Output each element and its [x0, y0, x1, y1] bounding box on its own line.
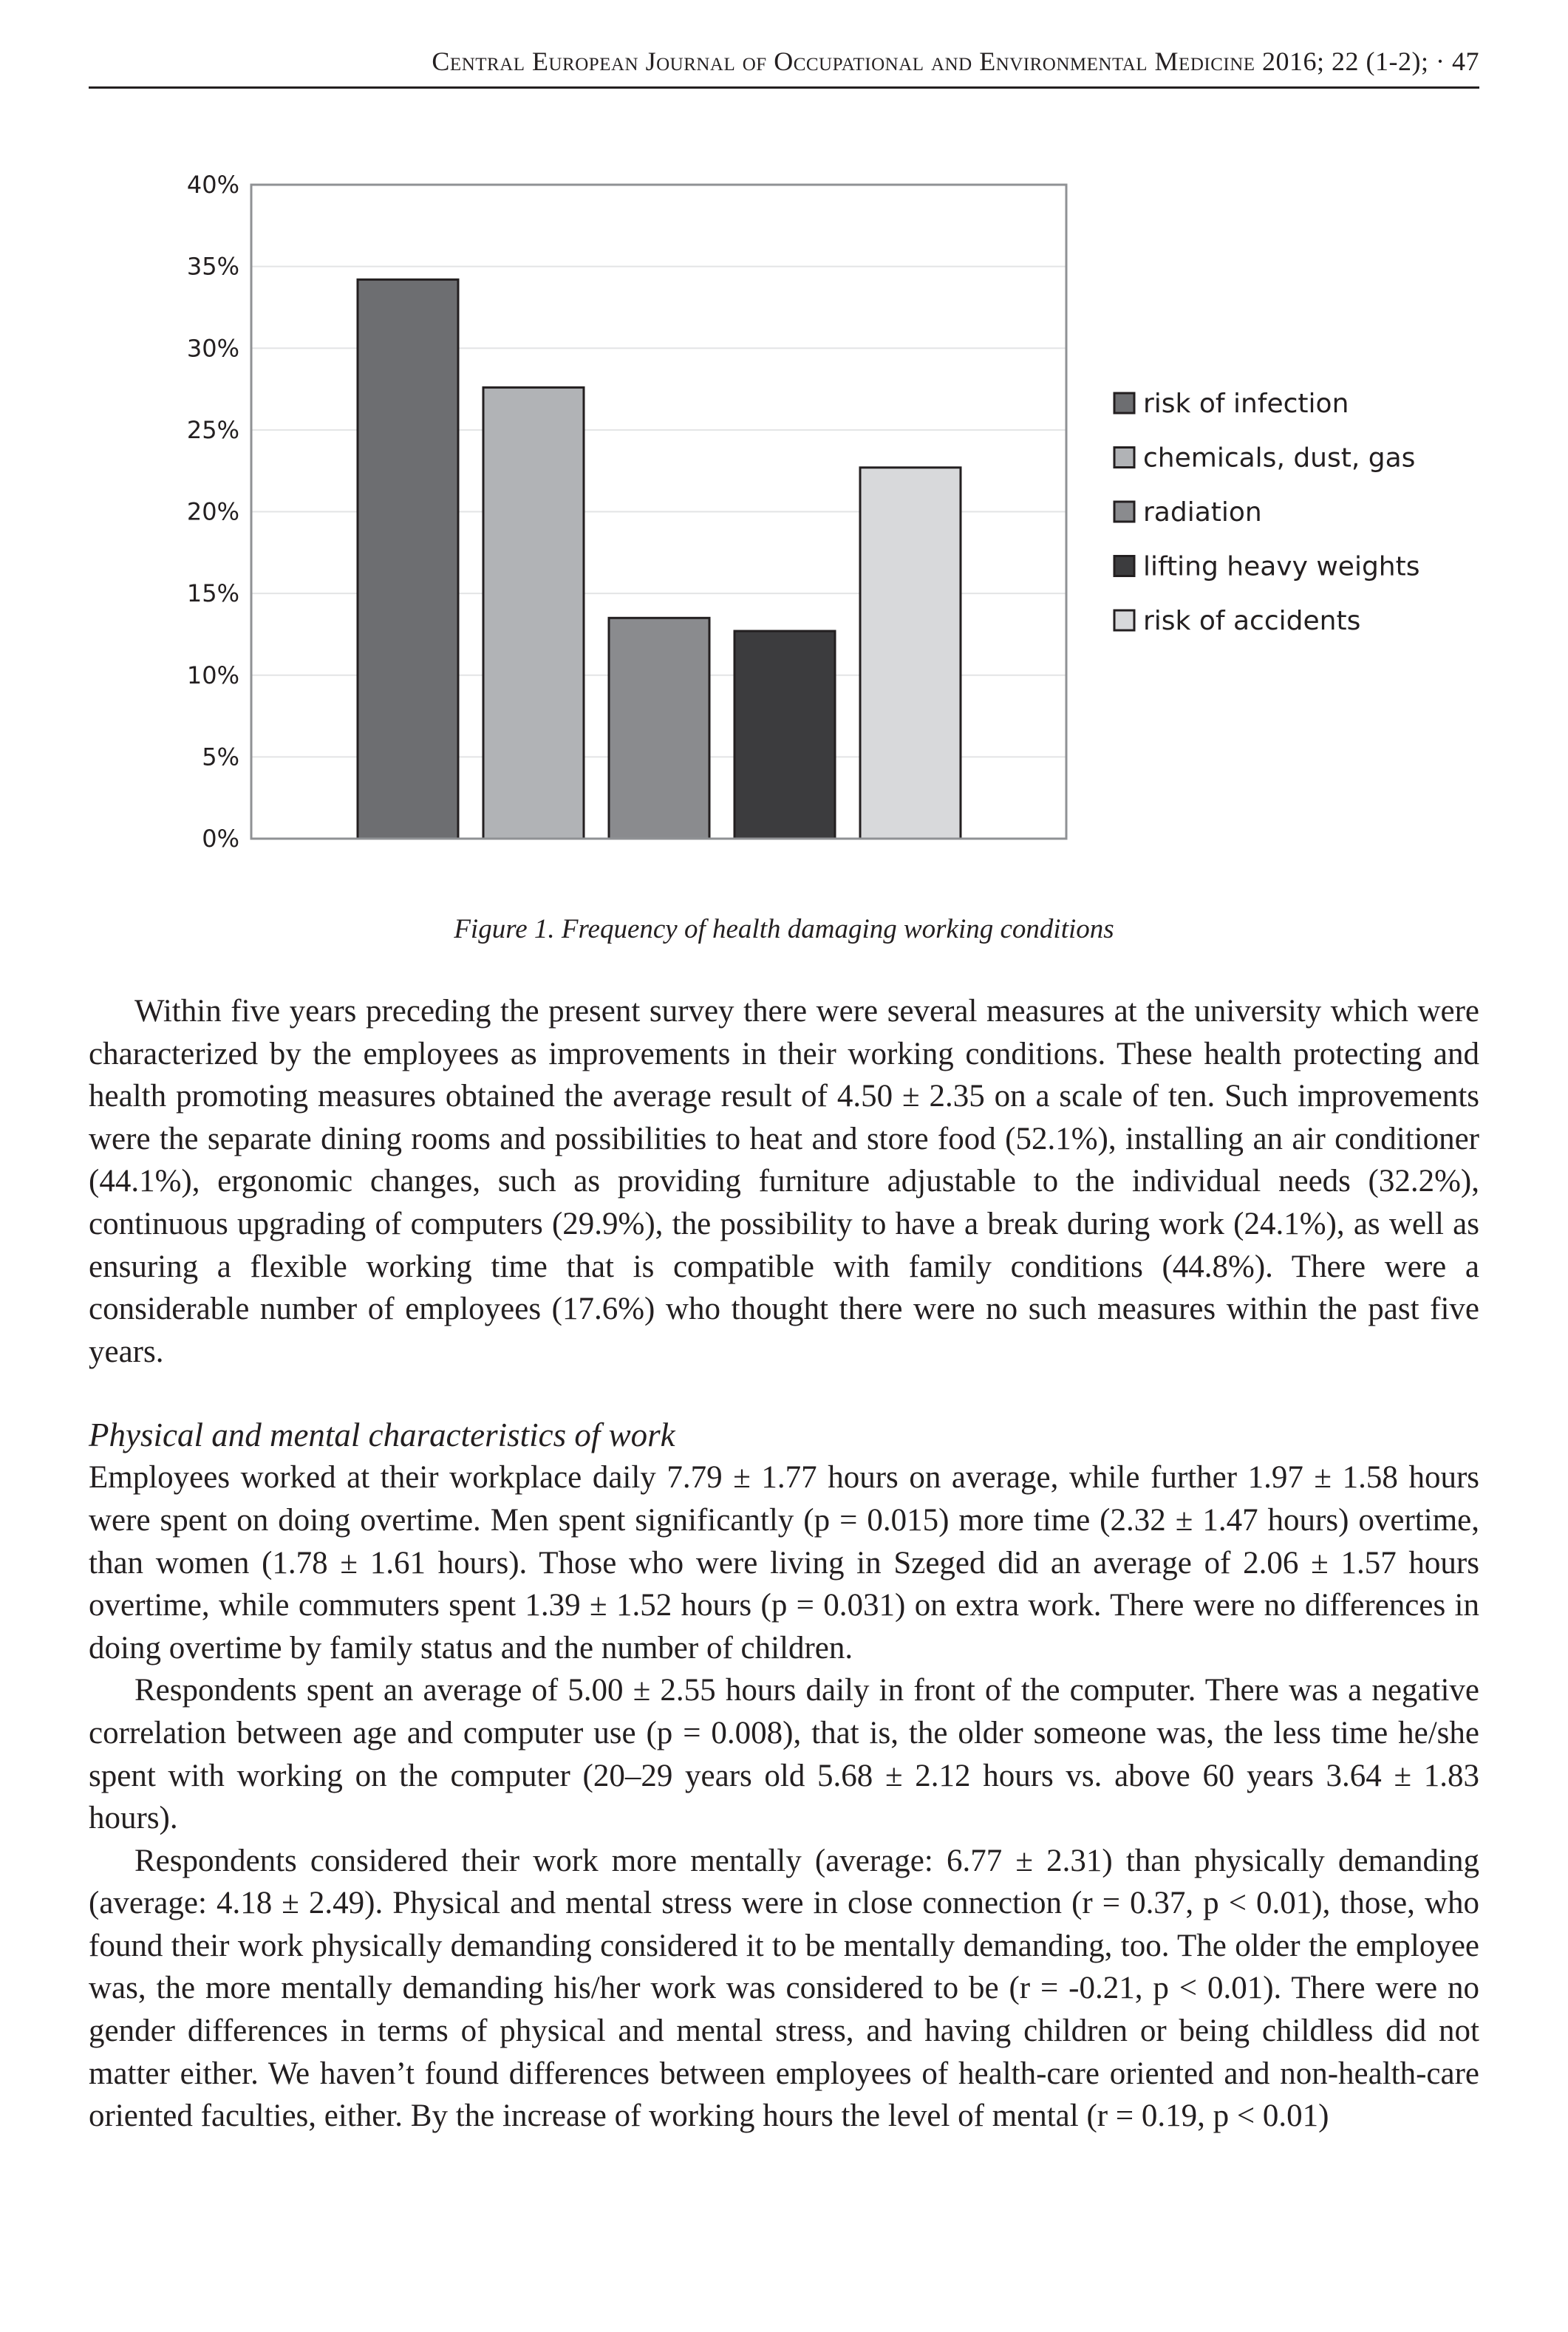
bar-3	[734, 631, 835, 839]
paragraph-mental-stress: Respondents considered their work more mentally (average: 6.77 ± 2.31) than physically demanding (average: 4.18 ± 2.49). Physical and mental stress were in close connection (r = 0.37, p < 0.01), those, who found their work physically demanding considered it to be mentally demanding, too. The older the employee was, the more mentally demanding his/her work was considered to be (r = -0.21, p < 0.01). There were no gender differences in terms of physical and mental stress, and having children or being childless did not matter either. We haven’t found differences between employees of health-care oriented and non-health-care oriented faculties, either. By the increase of working hours the level of mental (r = 0.19, p < 0.01)	[89, 1843, 1479, 2134]
legend-swatch	[1114, 448, 1134, 468]
paragraph-computer-use: Respondents spent an average of 5.00 ± 2.55 hours daily in front of the computer. There was a negative correlation between age and computer use (p = 0.008), that is, the older someone was, the less time he/she spent with working on the computer (20–29 years old 5.68 ± 2.12 hours vs. above 60 years 3.64 ± 1.83 hours).	[89, 1673, 1479, 1836]
legend-swatch	[1114, 502, 1134, 522]
bar-4	[860, 468, 961, 839]
bar-2	[609, 618, 709, 839]
legend-swatch	[1114, 393, 1134, 413]
y-tick-label: 20%	[186, 497, 239, 526]
bar-chart	[133, 160, 1434, 869]
y-tick-label: 15%	[186, 579, 239, 608]
section-heading: Physical and mental characteristics of work	[89, 1416, 675, 1454]
legend-label: lifting heavy weights	[1143, 551, 1420, 582]
running-header: Central European Journal of Occupational and Environmental Medicine 2016; 22 (1-2); · 47	[89, 43, 1479, 89]
y-tick-label: 40%	[186, 171, 239, 199]
y-axis-ticks	[187, 171, 239, 853]
bar-1	[483, 387, 584, 839]
paragraph-improvements: Within five years preceding the present survey there were several measures at the university which were characterized by the employees as improvements in their working conditions. These health protecting and health promoting measures obtained the average result of 4.50 ± 2.35 on a scale of ten. Such improvements were the separate dining rooms and possibilities to heat and store food (52.1%), installing an air conditioner (44.1%), ergonomic changes, such as providing furniture adjustable to the individual needs (32.2%), continuous upgrading of computers (29.9%), the possibility to have a break during work (24.1%), as well as ensuring a flexible working time that is compatible with family conditions (44.8%). There were a considerable number of employees (17.6%) who thought there were no such measures within the past five years.	[89, 994, 1479, 1369]
bar-0	[358, 279, 458, 839]
y-tick-label: 10%	[186, 661, 239, 689]
y-tick-label: 5%	[202, 743, 239, 771]
legend-label: radiation	[1143, 497, 1262, 528]
y-tick-label: 30%	[186, 334, 239, 363]
paragraph-working-hours: Employees worked at their workplace daily 7.79 ± 1.77 hours on average, while further 1.97 ± 1.58 hours were spent on doing overtime. Men spent significantly (p = 0.015) more time (2.32 ± 1.47 hours) overtime, than women (1.78 ± 1.61 hours). Those who were living in Szeged did an average of 2.06 ± 1.57 hours overtime, while commuters spent 1.39 ± 1.52 hours (p = 0.031) on extra work. There were no differences in doing overtime by family status and the number of children.	[89, 1460, 1479, 1666]
legend-swatch	[1114, 610, 1134, 630]
legend-label: risk of infection	[1143, 389, 1349, 419]
legend-swatch	[1114, 556, 1134, 576]
article-body	[89, 990, 1479, 2138]
legend-label: risk of accidents	[1143, 606, 1361, 636]
chart-legend	[1114, 389, 1419, 636]
y-tick-label: 0%	[202, 825, 239, 853]
y-tick-label: 25%	[186, 415, 239, 444]
y-tick-label: 35%	[186, 252, 239, 281]
chart-bars	[358, 279, 961, 839]
legend-label: chemicals, dust, gas	[1143, 443, 1416, 474]
figure-caption: Figure 1. Frequency of health damaging working conditions	[454, 914, 1114, 944]
